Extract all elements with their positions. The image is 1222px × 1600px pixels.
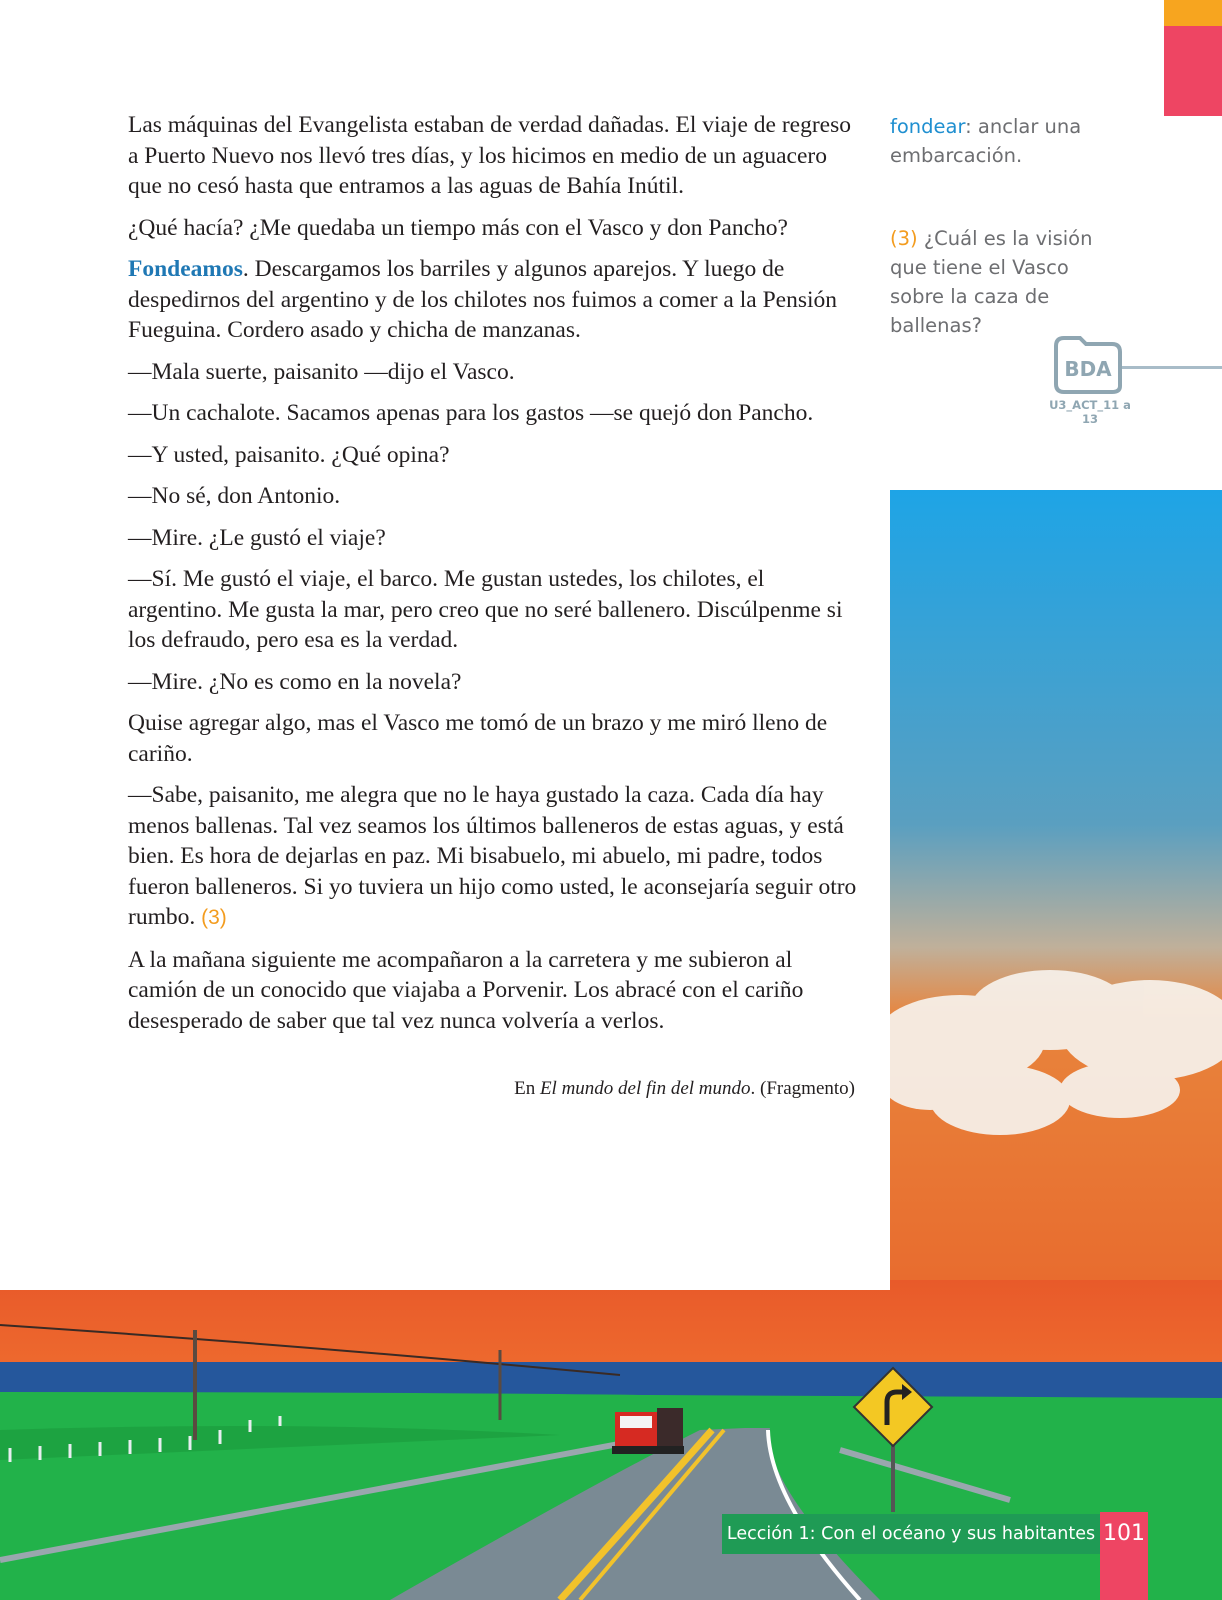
dialogue-line: —No sé, don Antonio. [128, 483, 341, 509]
paragraph: A la mañana siguiente me acompañaron a la carretera y me subieron al camión de un conocido que viajaba a Porvenir. Los abracé con el cariño desesperado de saber que tal vez nunca volvería a verlos. [128, 946, 804, 1034]
glossary-definition: : anclar una embarcación. [890, 115, 1082, 167]
vocab-term-fondeamos: Fondeamos [128, 256, 243, 282]
paragraph: ¿Qué hacía? ¿Me quedaba un tiempo más con el Vasco y don Pancho? [128, 214, 788, 241]
source-suffix: . (Fragmento) [750, 1078, 855, 1099]
source-citation [128, 1078, 855, 1100]
margin-question [890, 224, 1120, 340]
bda-folder-icon[interactable] [1052, 334, 1124, 396]
red-truck [612, 1408, 684, 1454]
question-reference: (3) [201, 906, 227, 929]
question-number: (3) [890, 227, 918, 250]
bda-label: BDA [1064, 357, 1112, 381]
dialogue-line: —Sí. Me gustó el viaje, el barco. Me gustan ustedes, los chilotes, el argentino. Me gusta la mar, pero creo que no seré ballenero. Discúlpenme si los defraudo, pero esa es la verdad. [128, 566, 843, 653]
dialogue-line: —Y usted, paisanito. ¿Qué opina? [128, 441, 450, 468]
dialogue-line: —Mala suerte, paisanito —dijo el Vasco. [128, 358, 515, 385]
bda-connector-line [1122, 366, 1222, 369]
paragraph-text: . Descargamos los barriles y algunos aparejos. Y luego de despedirnos del argentino y de los chilotes nos fuimos a comer a la Pensión Fueguina. Cordero asado y chicha de manzanas. [128, 256, 837, 343]
lower-sky [0, 1280, 1222, 1370]
dialogue-line: —Mire. ¿No es como en la novela? [128, 668, 462, 695]
bda-activity-code: U3_ACT_11 a 13 [1049, 398, 1131, 426]
source-prefix: En [514, 1078, 540, 1099]
paragraph: Quise agregar algo, mas el Vasco me tomó de un brazo y me miró lleno de cariño. [128, 710, 828, 767]
sidebar [890, 112, 1190, 337]
corner-tab-red [1164, 26, 1222, 116]
paragraph: Las máquinas del Evangelista estaban de verdad dañadas. El viaje de regreso a Puerto Nuevo nos llevó tres días, y los hicimos en medio de un aguacero que no cesó hasta que entramos a las aguas de Bahía Inútil. [128, 112, 851, 199]
book-title: El mundo del fin del mundo [539, 1078, 751, 1099]
lesson-footer: Lección 1: Con el océano y sus habitantes [722, 1514, 1100, 1554]
paragraph [128, 254, 858, 346]
dialogue-line [128, 780, 858, 934]
glossary-entry [890, 112, 1190, 170]
glossary-term: fondear [890, 115, 966, 138]
story-text [128, 110, 858, 1047]
question-text: ¿Cuál es la visión que tiene el Vasco sobre la caza de ballenas? [890, 227, 1093, 337]
paragraph-text: —Sabe, paisanito, me alegra que no le haya gustado la caza. Cada día hay menos ballenas. Tal vez seamos los últimos balleneros de estas aguas, y está bien. Es hora de dejarlas en paz. Mi bisabuelo, mi abuelo, mi padre, todos fueron balleneros. Si yo tuviera un hijo como usted, le aconsejaría seguir otro rumbo. [128, 782, 857, 930]
page-number: 101 [1100, 1512, 1148, 1600]
corner-tab-orange [1164, 0, 1222, 26]
dialogue-line: —Un cachalote. Sacamos apenas para los gastos —se quejó don Pancho. [128, 400, 814, 426]
dialogue-line: —Mire. ¿Le gustó el viaje? [128, 524, 386, 551]
